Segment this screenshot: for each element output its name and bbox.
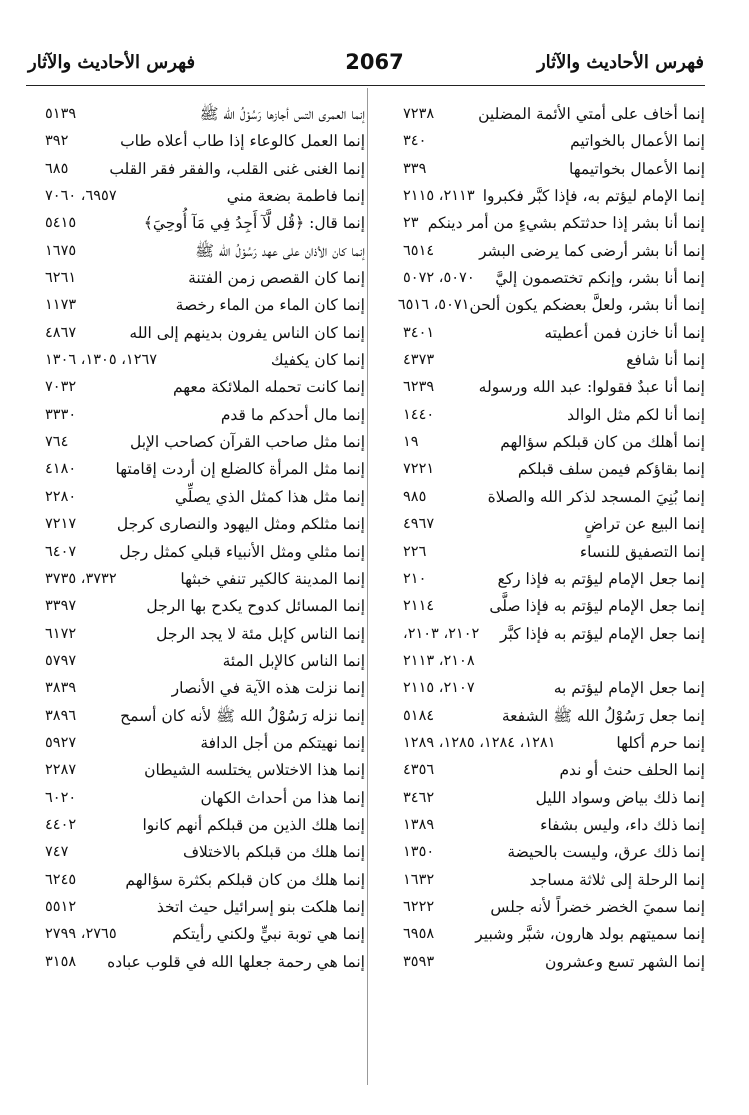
entry-text: إنما كان القصص زمن الفتنة (188, 269, 365, 288)
index-entry (45, 706, 365, 733)
entry-text: إنما الشهر تسع وعشرون (544, 952, 705, 971)
entry-text: إنما أهلك من كان قبلكم سؤالهم (500, 433, 705, 452)
entry-text: إنما بقاؤكم فيمن سلف قبلكم (517, 460, 705, 479)
column-divider (367, 88, 368, 1085)
entry-text: إنما هلكت بنو إسرائيل حيث اتخذ (156, 897, 365, 916)
index-entry (375, 295, 705, 322)
index-entry (375, 760, 705, 787)
entry-text: إنما أنا بشر أرضى كما يرضى البشر (479, 241, 705, 260)
entry-reference: ٣٣٣٠ (45, 406, 77, 423)
right-column (375, 104, 705, 979)
index-entry (45, 897, 365, 924)
index-entry (375, 924, 705, 951)
entry-text: إنما مثلي ومثل الأنبياء قبلي كمثل رجل (119, 542, 365, 561)
entry-reference: ٢١٠٢، ٢١٠٣، (403, 625, 480, 642)
page-number: 2067 (345, 50, 404, 74)
entry-reference: ٢٢٦ (403, 543, 427, 560)
entry-reference: ١٢٦٧، ١٣٠٥، ١٣٠٦ (45, 352, 158, 369)
index-entry (375, 241, 705, 268)
entry-text: إنما ذلك بياض وسواد الليل (535, 788, 705, 807)
entry-reference: ٥٠٧٠، ٥٠٧٢ (403, 270, 475, 287)
index-entry (45, 542, 365, 569)
entry-reference: ٥٠٧١، ٦٥١٦ (397, 297, 470, 314)
index-entry (45, 268, 365, 295)
index-entry (45, 788, 365, 815)
entry-reference: ٥١٣٩ (45, 106, 77, 122)
entry-text: إنما حرم أكلها (616, 733, 705, 752)
entry-reference: ٣٤٠١ (403, 324, 435, 341)
entry-text: إنما هلك من كان قبلكم بكثرة سؤالهم (125, 870, 365, 889)
index-entry (45, 350, 365, 377)
entry-reference: ٣٧٣٢، ٣٧٣٥ (45, 570, 117, 587)
entry-reference: ٢١١٤ (403, 598, 435, 615)
entry-text: إنما جعل الإمام ليؤتم به فإذا كبَّر (499, 624, 705, 643)
index-entry (45, 487, 365, 514)
index-entry (375, 542, 705, 569)
entry-reference: ٧٦٤ (45, 434, 69, 451)
entry-reference: ٣٣٩٧ (45, 598, 77, 615)
entry-text: إنما كان الماء من الماء رخصة (175, 296, 365, 315)
index-entry (45, 952, 365, 979)
entry-text: إنما أنا بشر، ولعلَّ بعضكم يكون ألحن (469, 296, 705, 315)
entry-text: إنما هذا الاختلاس يختلسه الشيطان (144, 761, 365, 780)
entry-reference: ٦٢٣٩ (403, 379, 435, 396)
entry-reference: ٥٤١٥ (45, 215, 77, 232)
entry-text: إنما المدينة كالكير تنفي خبثها (180, 569, 365, 588)
entry-reference: ٧٢٣٨ (403, 106, 435, 122)
index-entry (375, 651, 705, 678)
index-entry (45, 104, 365, 131)
entry-text: إنما البيع عن تراضٍ (584, 515, 705, 534)
entry-reference: ١٢٨١، ١٢٨٤، ١٢٨٥، ١٢٨٩ (403, 734, 556, 751)
left-column (45, 104, 365, 979)
header-title-right: فهرس الأحاديث والآثار (536, 52, 704, 73)
entry-reference: ٣٤٦٢ (403, 789, 435, 806)
index-entry (375, 706, 705, 733)
index-entry (375, 952, 705, 979)
entry-text: إنما هذا من أحداث الكهان (200, 788, 365, 807)
entry-text: إنما الناس كالإبل المئة (222, 651, 365, 670)
entry-text: إنما أخاف على أمتي الأئمة المضلين (478, 105, 705, 123)
index-entry (375, 870, 705, 897)
entry-reference: ١٣٥٠ (403, 844, 435, 861)
entry-reference: ٢٧٦٥، ٢٧٩٩ (45, 926, 117, 943)
index-entry (375, 104, 705, 131)
entry-reference: ٣٩٢ (45, 133, 69, 150)
entry-text: إنما كانت تحمله الملائكة معهم (172, 378, 365, 397)
index-entry (45, 678, 365, 705)
entry-text: إنما أنا بشر، وإنكم تختصمون إليَّ (495, 269, 705, 288)
index-entry (375, 514, 705, 541)
entry-text: إنما جعل رَسُوْلُ الله ﷺ الشفعة (501, 706, 705, 725)
entry-text: إنما كان يكفيك (270, 351, 365, 370)
entry-reference: ٦٢٢٢ (403, 898, 435, 915)
entry-text: إنما أنا بشر إذا حدثتكم بشيءٍ من أمر دينكم (427, 214, 705, 233)
index-entry (375, 159, 705, 186)
entry-reference: ٣٨٩٦ (45, 707, 77, 724)
entry-reference: ١٣٨٩ (403, 816, 435, 833)
index-entry (375, 459, 705, 486)
entry-reference: ٢٢٨٧ (45, 762, 77, 779)
entry-reference: ٥١٨٤ (403, 707, 435, 724)
entry-reference: ٢١٠٧، ٢١١٥ (403, 680, 475, 697)
entry-text: إنما كان الأذان على عهد رَسُوْلُ الله ﷺ (195, 241, 365, 260)
entry-reference: ٢١١٣، ٢١١٥ (403, 188, 475, 205)
entry-reference: ٦٩٥٨ (403, 926, 435, 943)
entry-reference: ٦٤٠٧ (45, 543, 77, 560)
entry-reference: ٦٩٥٧، ٧٠٦٠ (45, 188, 117, 205)
index-entry (45, 241, 365, 268)
index-entry (375, 842, 705, 869)
entry-text: إنما العمل كالوعاء إذا طاب أعلاه طاب (120, 132, 365, 151)
entry-reference: ١٦٧٥ (45, 242, 77, 259)
entry-text: إنما هلك من قبلكم بالاختلاف (182, 843, 365, 862)
entry-text: إنما أنا خازن فمن أعطيته (544, 323, 705, 342)
entry-text: إنما هلك الذين من قبلكم أنهم كانوا (142, 815, 365, 834)
index-entry (45, 432, 365, 459)
entry-text: إنما نهيتكم من أجل الدافة (200, 733, 365, 752)
entry-reference: ٧٠٣٢ (45, 379, 77, 396)
entry-text: إنما الغنى غنى القلب، والفقر فقر القلب (109, 159, 365, 178)
entry-reference: ١٦٣٢ (403, 871, 435, 888)
index-entry (45, 377, 365, 404)
index-entry (45, 870, 365, 897)
entry-reference: ٣٨٣٩ (45, 680, 77, 697)
index-entry (375, 405, 705, 432)
index-entry (375, 213, 705, 240)
entry-text: إنما الرحلة إلى ثلاثة مساجد (529, 870, 705, 889)
entry-reference: ١١٧٣ (45, 297, 77, 314)
index-entry (375, 788, 705, 815)
entry-text: إنما قال: ﴿قُل لَّآ أَجِدُ فِي مَآ أُوحِيَ﴾ (143, 214, 365, 233)
entry-text: إنما ذلك عرق، وليست بالحيضة (507, 843, 705, 862)
entry-reference: ٣٤٠ (403, 133, 427, 150)
entry-text: إنما سميتهم بولد هارون، شبَّر وشبير (475, 925, 705, 944)
index-entry (375, 268, 705, 295)
index-entry (375, 432, 705, 459)
entry-text: إنما بُنِيَ المسجد لذكر الله والصلاة (487, 487, 705, 506)
entry-text: إنما التصفيق للنساء (579, 542, 705, 561)
entry-reference: ٦٢٤٥ (45, 871, 77, 888)
entry-text: إنما مثل صاحب القرآن كصاحب الإبل (130, 433, 365, 452)
entry-reference: ٢٣ (403, 215, 419, 232)
entry-reference: ٥٩٢٧ (45, 734, 77, 751)
index-entry (45, 459, 365, 486)
entry-text: إنما هي رحمة جعلها الله في قلوب عباده (107, 952, 365, 971)
index-entry (45, 323, 365, 350)
entry-reference: ٢١٠٨، ٢١١٣ (403, 652, 475, 669)
entry-text: إنما أنا عبدٌ فقولوا: عبد الله ورسوله (478, 378, 705, 397)
index-entry (45, 733, 365, 760)
index-entry (375, 569, 705, 596)
index-entry (375, 897, 705, 924)
header-rule (26, 85, 705, 86)
index-entry (45, 842, 365, 869)
index-entry (45, 405, 365, 432)
index-entry (375, 487, 705, 514)
entry-reference: ٥٥١٢ (45, 898, 77, 915)
index-entry (45, 651, 365, 678)
entry-reference: ٤٨٦٧ (45, 324, 77, 341)
index-entry (375, 377, 705, 404)
index-entry (375, 186, 705, 213)
index-entry (45, 569, 365, 596)
index-entry (375, 350, 705, 377)
entry-text: إنما سميَ الخضر خضراً لأنه جلس (490, 897, 705, 916)
index-entry (45, 213, 365, 240)
entry-text: إنما مثل المرأة كالضلع إن أردت إقامتها (115, 460, 365, 479)
entry-reference: ٣٣٩ (403, 160, 427, 177)
entry-reference: ٢١٠ (403, 570, 427, 587)
entry-reference: ٢٢٨٠ (45, 488, 77, 505)
entry-reference: ٤٤٠٢ (45, 816, 77, 833)
entry-text: إنما الحلف حنث أو ندم (559, 761, 705, 780)
index-entry (375, 678, 705, 705)
entry-reference: ٦٠٢٠ (45, 789, 77, 806)
entry-reference: ٦٥١٤ (403, 242, 435, 259)
entry-text: إنما الناس كإبل مئة لا يجد الرجل (156, 624, 365, 643)
entry-text: إنما فاطمة بضعة مني (226, 187, 365, 206)
entry-reference: ٥٧٩٧ (45, 652, 77, 669)
entry-reference: ٤٣٧٣ (403, 352, 435, 369)
entry-reference: ٧٤٧ (45, 844, 69, 861)
entry-text: إنما كان الناس يفرون بدينهم إلى الله (129, 323, 365, 342)
index-entry (375, 624, 705, 651)
entry-reference: ٤٩٦٧ (403, 516, 435, 533)
index-entry (45, 815, 365, 842)
entry-reference: ٣١٥٨ (45, 953, 77, 970)
index-entry (45, 760, 365, 787)
entry-text: إنما نزلت هذه الآية في الأنصار (171, 679, 365, 698)
entry-text: إنما مثل هذا كمثل الذي يصلِّي (174, 487, 365, 506)
index-entry (45, 624, 365, 651)
index-entry (45, 295, 365, 322)
entry-text: إنما العمرى التس أجازها رَسُوْلُ الله ﷺ (199, 105, 365, 123)
entry-text: إنما أنا شافع (626, 351, 705, 370)
entry-text: إنما الأعمال بالخواتيم (570, 132, 705, 151)
entry-text: إنما ذلك داء، وليس بشفاء (540, 815, 705, 834)
index-entry (45, 159, 365, 186)
index-entry (375, 815, 705, 842)
entry-text: إنما جعل الإمام ليؤتم به فإذا صلَّى (489, 597, 705, 616)
entry-text: إنما الإمام ليؤتم به، فإذا كبَّر فكبروا (482, 187, 705, 206)
index-entry (45, 596, 365, 623)
entry-reference: ٩٨٥ (403, 488, 427, 505)
entry-reference: ٦٢٦١ (45, 270, 77, 287)
index-entry (45, 924, 365, 951)
entry-reference: ٣٥٩٣ (403, 953, 435, 970)
entry-text: إنما المسائل كدوح يكدح بها الرجل (146, 597, 365, 616)
index-entry (375, 596, 705, 623)
index-entry (375, 733, 705, 760)
entry-reference: ٤١٨٠ (45, 461, 77, 478)
entry-text: إنما مثلكم ومثل اليهود والنصارى كرجل (116, 515, 365, 534)
entry-reference: ٤٣٥٦ (403, 762, 435, 779)
entry-reference: ٧٢١٧ (45, 516, 77, 533)
entry-text: إنما أنا لكم مثل الوالد (567, 405, 705, 424)
index-entry (375, 131, 705, 158)
entry-reference: ٦٨٥ (45, 160, 69, 177)
entry-text: إنما مال أحدكم ما قدم (220, 405, 365, 424)
header-title-left: فهرس الأحاديث والآثار (28, 52, 196, 73)
index-entry (45, 186, 365, 213)
index-entry (375, 323, 705, 350)
entry-text: إنما نزله رَسُوْلُ الله ﷺ لأنه كان أسمح (120, 706, 365, 725)
index-entry (45, 514, 365, 541)
entry-reference: ١٤٤٠ (403, 406, 435, 423)
entry-reference: ٦١٧٢ (45, 625, 77, 642)
entry-reference: ٧٢٢١ (403, 461, 435, 478)
entry-reference: ١٩ (403, 434, 419, 451)
entry-text: إنما جعل الإمام ليؤتم به (553, 679, 705, 698)
entry-text: إنما هي توبة نبيٍّ ولكني رأيتكم (172, 925, 365, 944)
entry-text: إنما جعل الإمام ليؤتم به فإذا ركع (497, 569, 705, 588)
index-entry (45, 131, 365, 158)
entry-text: إنما الأعمال بخواتيمها (569, 159, 705, 178)
